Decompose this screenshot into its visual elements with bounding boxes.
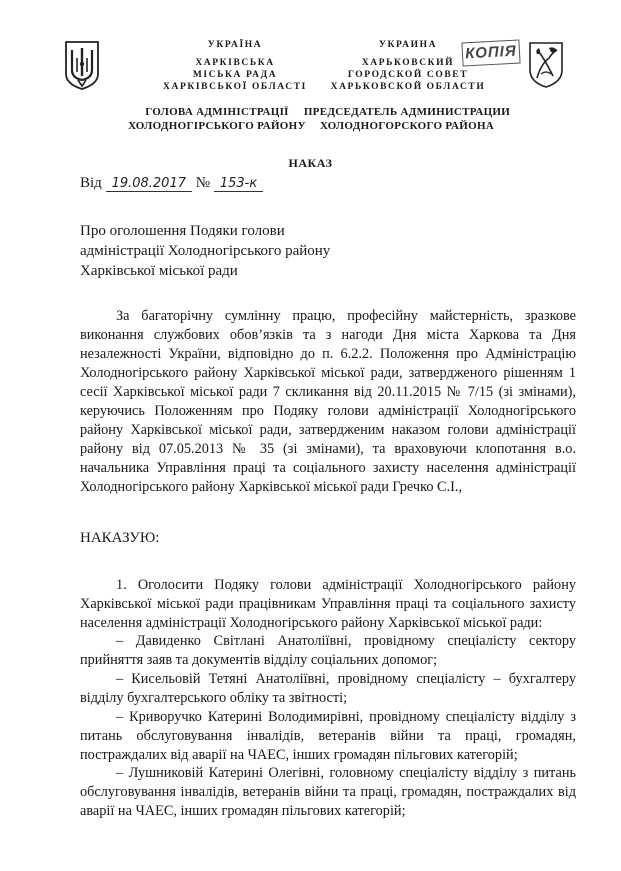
recipient-item: – Лушниковій Катерині Олегівні, головному спеціалісту відділу з питань обслуговування інвалідів, ветеранів війни та праці, громадян, постраждалих від аварії на ЧАЕС, інших громадян пільгових категорій; [80, 765, 576, 819]
number-value: 153-к [214, 176, 263, 192]
date-line [80, 175, 263, 192]
subject-line2: адміністрації Холодногірського району [80, 243, 331, 259]
header-ua-line1: УКРАЇНА [207, 40, 263, 50]
number-prefix: № [195, 175, 211, 191]
header-ua-head [112, 106, 322, 133]
header-ru-head-line1: ПРЕДСЕДАТЕЛЬ АДМИНИСТРАЦИИ [303, 106, 511, 118]
order-word: НАКАЗУЮ: [80, 530, 160, 546]
header-ru-head-line2: ХОЛОДНОГОРСКОГО РАЙОНА [319, 119, 495, 132]
header-ru-line4: ХАРЬКОВСКОЙ ОБЛАСТИ [330, 82, 486, 92]
copy-stamp: КОПІЯ [461, 39, 520, 66]
order-item-1: 1. Оголосити Подяку голови адміністрації Холодногірського району Харківської міської ради працівникам Управління праці та соціального захисту населення адміністрації Холодногірського району Харківської міської ради: [80, 577, 576, 631]
header-ru-line3: ГОРОДСКОЙ СОВЕТ [347, 70, 469, 80]
recipient-item: – Криворучко Катерині Володимирівні, провідному спеціалісту відділу з питань обслуговування інвалідів, ветеранів війни та праці, громадян, постраждалих від аварії на ЧАЕС, інших громадян пільгових категорій; [80, 709, 576, 763]
header-ua [140, 39, 330, 93]
header-ua-head-line2: ХОЛОДНОГІРСЬКОГО РАЙОНУ [128, 119, 306, 132]
date-value: 19.08.2017 [106, 176, 192, 192]
subject-line1: Про оголошення Подяки голови [80, 223, 285, 239]
document-title: НАКАЗ [288, 156, 333, 170]
kharkiv-city-emblem-icon [527, 40, 565, 88]
date-prefix: Від [80, 175, 102, 191]
header-ru-line2: ХАРЬКОВСКИЙ [361, 58, 455, 68]
header-ua-line4: ХАРКІВСЬКОЇ ОБЛАСТІ [163, 82, 307, 92]
header-ru-head [302, 106, 512, 133]
recipient-item: – Давиденко Світлані Анатоліївні, провідному спеціалісту сектору прийняття заяв та документів відділу соціальних допомог; [80, 633, 576, 668]
header-ua-head-line1: ГОЛОВА АДМІНІСТРАЦІЇ [145, 106, 289, 118]
header-ua-line3: МІСЬКА РАДА [192, 70, 278, 80]
header-ru-line1: УКРАИНА [378, 40, 438, 50]
recipient-item: – Кисельовій Тетяні Анатоліївні, провідному спеціалісту – бухгалтеру відділу бухгалтерського обліку та звітності; [80, 671, 576, 706]
subject-line3: Харківської міської ради [80, 263, 238, 279]
trident-emblem-icon [64, 40, 100, 90]
document-subject [80, 221, 330, 281]
preamble-paragraph: За багаторічну сумлінну працю, професійну майстерність, зразкове виконання службових обов’язків та з нагоди Дня міста Харкова та Дня незалежності України, відповідно до п. 6.2.2. Положення про Адміністрацію Холодногірського району Харківської міської ради, затвердженого рішенням 1 сесії Харківської міської ради 7 скликання від 20.11.2015 № 7/15 (зі змінами), керуючись Положенням про Подяку голови адміністрації Холодногірського району Харківської міської ради, затвердженим наказом голови адміністрації району від 07.05.2013 № 35 (зі змінами), та враховуючи клопотання в.о. начальника Управління праці та соціального захисту населення адміністрації Холодногірського району Харківської міської ради Гречко С.І., [80, 308, 576, 495]
header-ua-line2: ХАРКІВСЬКА [195, 58, 275, 68]
